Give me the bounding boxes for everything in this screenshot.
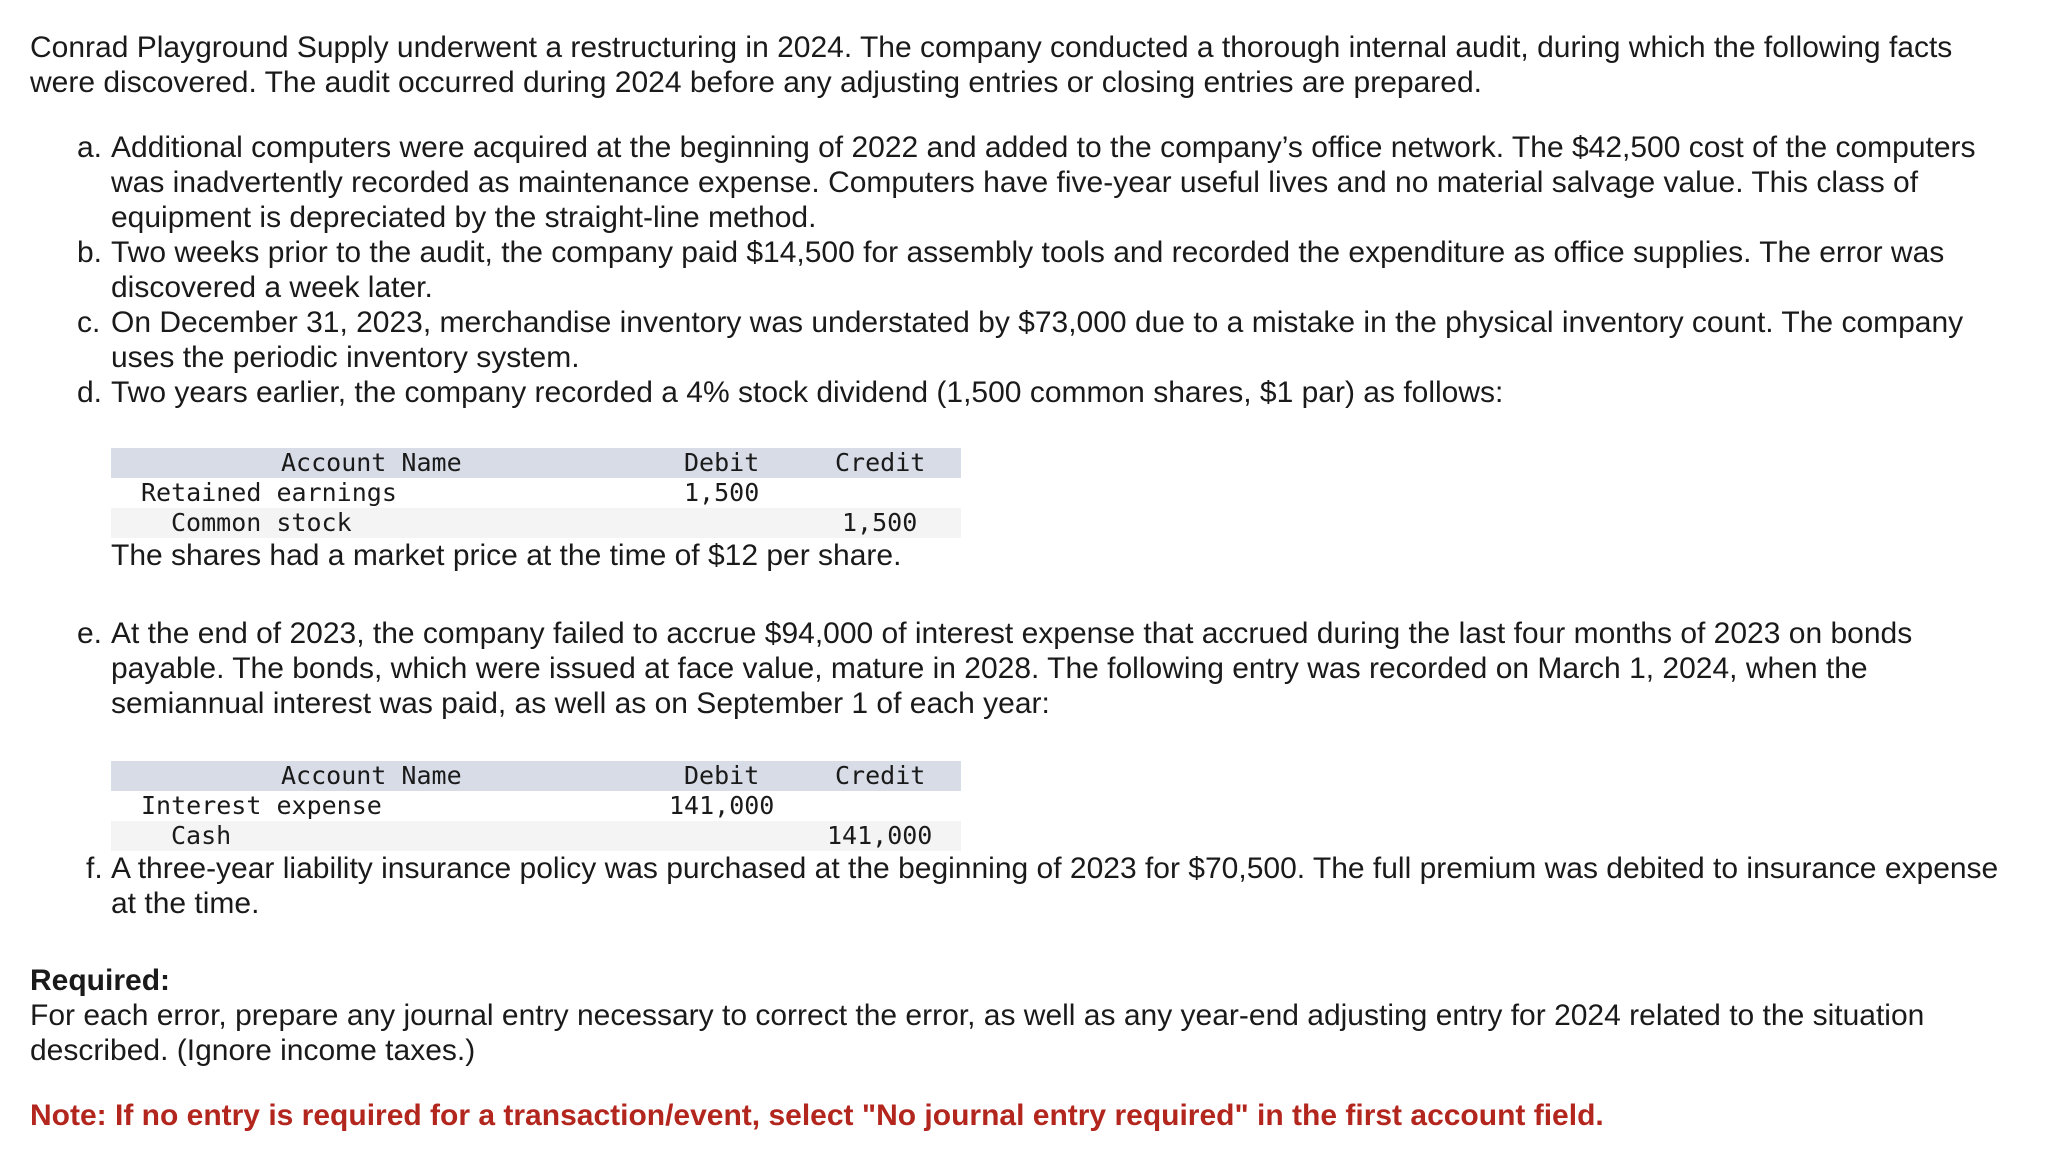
fact-f-text: A three-year liability insurance policy was purchased at the beginning of 2023 for $70,500. The full premium was debited to insurance expense at the time.: [111, 852, 1999, 920]
fact-a: [30, 130, 2020, 235]
required-note: Note: If no entry is required for a transaction/event, select "No journal entry required" in the first account field.: [30, 1099, 1604, 1132]
fact-a-text: Additional computers were acquired at the beginning of 2022 and added to the company’s office network. The $42,500 cost of the computers was inadvertently recorded as maintenance expense. Computers have five-year useful lives and no material salvage value. This class of equipment is depreciated by the straight-line method.: [111, 131, 1976, 234]
fact-f-marker: f.: [86, 852, 103, 885]
fact-e-marker: e.: [77, 617, 103, 650]
debit-amount: 1,500: [684, 478, 760, 507]
journal-entry-interest: [111, 761, 961, 851]
journal-entry-credit-row: [111, 508, 961, 538]
facts-list: [30, 130, 2020, 410]
fact-c: [30, 305, 2020, 375]
journal-entry-header-row: [111, 448, 961, 478]
debit-amount: 141,000: [669, 791, 775, 820]
fact-d: [30, 375, 2020, 410]
fact-a-marker: a.: [77, 131, 103, 164]
required-heading: Required:: [30, 964, 171, 997]
debit-account: Interest expense: [141, 791, 382, 820]
journal-entry-debit-row: [111, 791, 961, 821]
required-text: For each error, prepare any journal entry necessary to correct the error, as well as any year-end adjusting entry for 2024 related to the situation described. (Ignore income taxes.): [30, 999, 1925, 1067]
facts-list-final: [30, 851, 2020, 921]
fact-e: [30, 616, 2020, 721]
account-name-header: Account Name: [281, 761, 462, 790]
fact-d-marker: d.: [77, 376, 103, 409]
account-name-header: Account Name: [281, 448, 462, 477]
debit-account: Retained earnings: [141, 478, 397, 507]
fact-c-text: On December 31, 2023, merchandise inventory was understated by $73,000 due to a mistake in the physical inventory count. The company uses the periodic inventory system.: [111, 306, 1964, 374]
credit-header: Credit: [835, 761, 926, 790]
fact-b-marker: b.: [77, 236, 103, 269]
debit-header: Debit: [684, 761, 760, 790]
intro-paragraph: Conrad Playground Supply underwent a restructuring in 2024. The company conducted a thorough internal audit, during which the following facts were discovered. The audit occurred during 2024 before any adjusting entries or closing entries are prepared.: [30, 31, 1953, 99]
credit-amount: 141,000: [827, 821, 933, 850]
credit-account: Cash: [171, 821, 232, 850]
fact-b: [30, 235, 2020, 305]
fact-f: [30, 851, 2020, 921]
journal-entry-credit-row: [111, 821, 961, 851]
credit-account: Common stock: [171, 508, 352, 537]
credit-header: Credit: [835, 448, 926, 477]
problem-page: [30, 30, 2020, 1163]
journal-entry-debit-row: [111, 478, 961, 508]
fact-b-text: Two weeks prior to the audit, the company paid $14,500 for assembly tools and recorded the expenditure as office supplies. The error was discovered a week later.: [111, 236, 1945, 304]
credit-amount: 1,500: [842, 508, 918, 537]
debit-header: Debit: [684, 448, 760, 477]
facts-list-continued: [30, 616, 2020, 721]
fact-c-marker: c.: [77, 306, 101, 339]
fact-d-after-text: The shares had a market price at the time of $12 per share.: [111, 539, 902, 572]
journal-entry-header-row: [111, 761, 961, 791]
fact-d-text: Two years earlier, the company recorded a 4% stock dividend (1,500 common shares, $1 par) as follows:: [111, 376, 1504, 409]
journal-entry-stock-dividend: [111, 448, 961, 538]
fact-e-text: At the end of 2023, the company failed to accrue $94,000 of interest expense that accrued during the last four months of 2023 on bonds payable. The bonds, which were issued at face value, mature in 2028. The following entry was recorded on March 1, 2024, when the semiannual interest was paid, as well as on September 1 of each year:: [111, 617, 1913, 720]
